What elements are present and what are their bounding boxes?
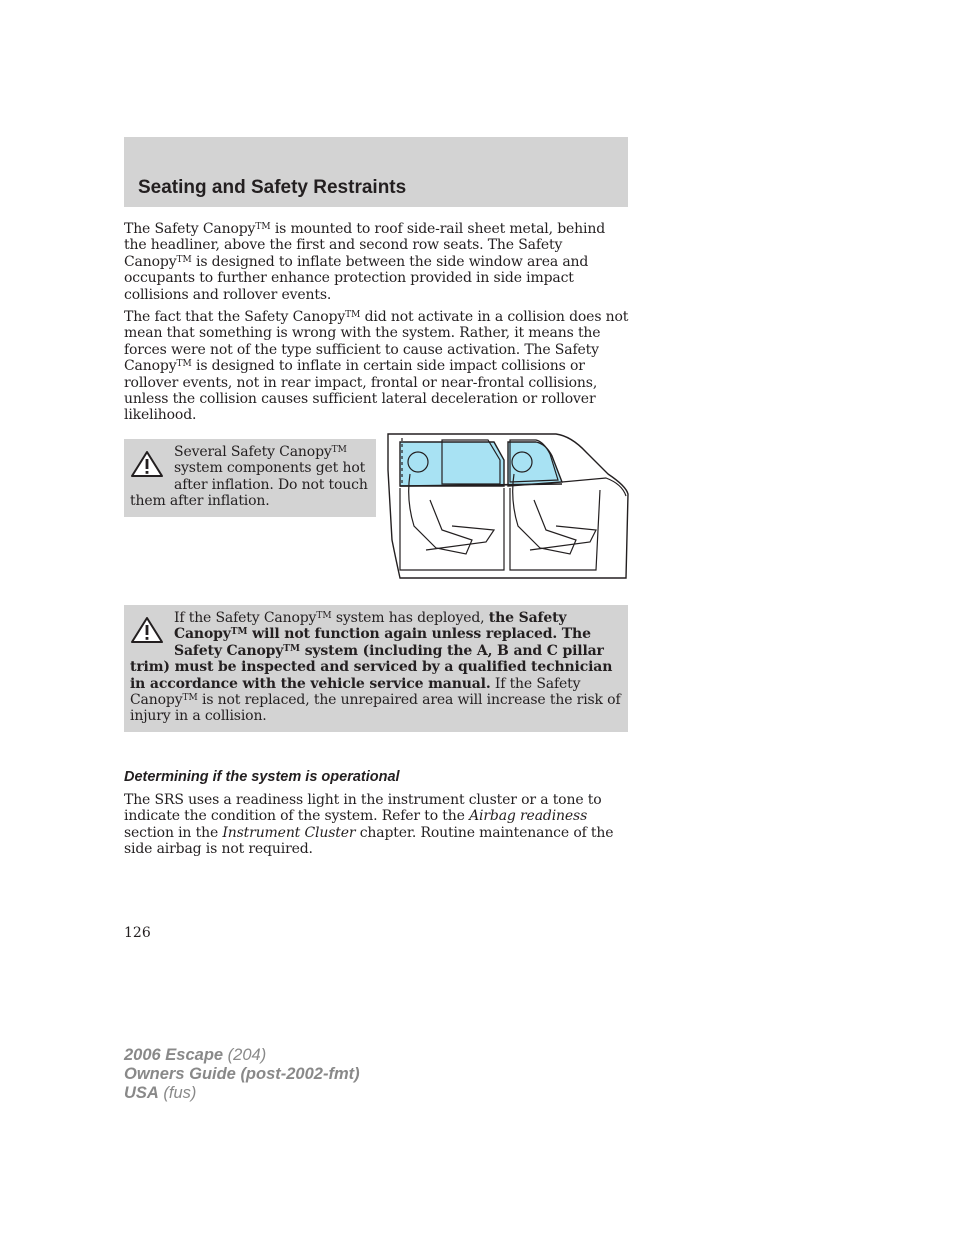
section-title: Seating and Safety Restraints bbox=[138, 177, 407, 198]
document-footer bbox=[124, 1046, 360, 1103]
paragraph-activation: The fact that the Safety Canopy™ did not activate in a collision does not mean that something is wrong with the system. Rather, it means the forces were not of the type sufficient to cause activation. The Safety Canopy™ is designed to inflate in certain side impact collisions or rollover events, not in rear impact, frontal or near-frontal collisions, unless the collision causes sufficient lateral deceleration or rollover likelihood. bbox=[124, 309, 629, 424]
trademark-mark: TM bbox=[316, 611, 332, 621]
footer-line-guide: Owners Guide (post-2002-fmt) bbox=[124, 1065, 360, 1083]
subsection-heading: Determining if the system is operational bbox=[124, 769, 400, 785]
footer-line-market: USA (fus) bbox=[124, 1084, 197, 1102]
warning-hot-components: Several Safety Canopy™ system components get hot after inflation. Do not touch them after inflation. bbox=[124, 439, 376, 517]
page-number: 126 bbox=[124, 925, 151, 941]
paragraph-readiness: The SRS uses a readiness light in the instrument cluster or a tone to indicate the condition of the system. Refer to the Airbag readiness section in the Instrument Cluster chapter. Routine maintenance of the side airbag is not required. bbox=[124, 792, 614, 858]
header-band bbox=[124, 137, 628, 207]
trademark-mark: TM bbox=[255, 222, 271, 232]
trademark-mark: TM bbox=[283, 643, 300, 654]
warning-replacement-required: If the Safety Canopy™ system has deployed, the Safety Canopy™ will not function again unless replaced. The Safety Canopy™ system (including the A, B and C pillar trim) must be inspected and serviced by a qualified technician in accordance with the vehicle service manual. If the Safety Canopy™ is not replaced, the unrepaired area will increase the risk of injury in a collision. bbox=[124, 605, 628, 732]
trademark-mark: TM bbox=[176, 359, 192, 370]
trademark-mark: TM bbox=[230, 627, 248, 638]
trademark-mark: TM bbox=[331, 445, 347, 455]
trademark-mark: TM bbox=[345, 310, 361, 320]
vehicle-side-curtain-illustration bbox=[386, 430, 630, 582]
trademark-mark: TM bbox=[182, 693, 198, 704]
warning-triangle-icon bbox=[130, 450, 166, 478]
warning-triangle-icon bbox=[130, 616, 166, 644]
paragraph-safety-canopy-location: The Safety Canopy™ is mounted to roof side-rail sheet metal, behind the headliner, above the first and second row seats. The Safety Canopy™ is designed to inflate between the side window area and occupants to further enhance protection provided in side impact collisions and rollover events. bbox=[124, 221, 606, 303]
footer-line-model: 2006 Escape (204) bbox=[124, 1046, 267, 1064]
trademark-mark: TM bbox=[176, 254, 192, 265]
